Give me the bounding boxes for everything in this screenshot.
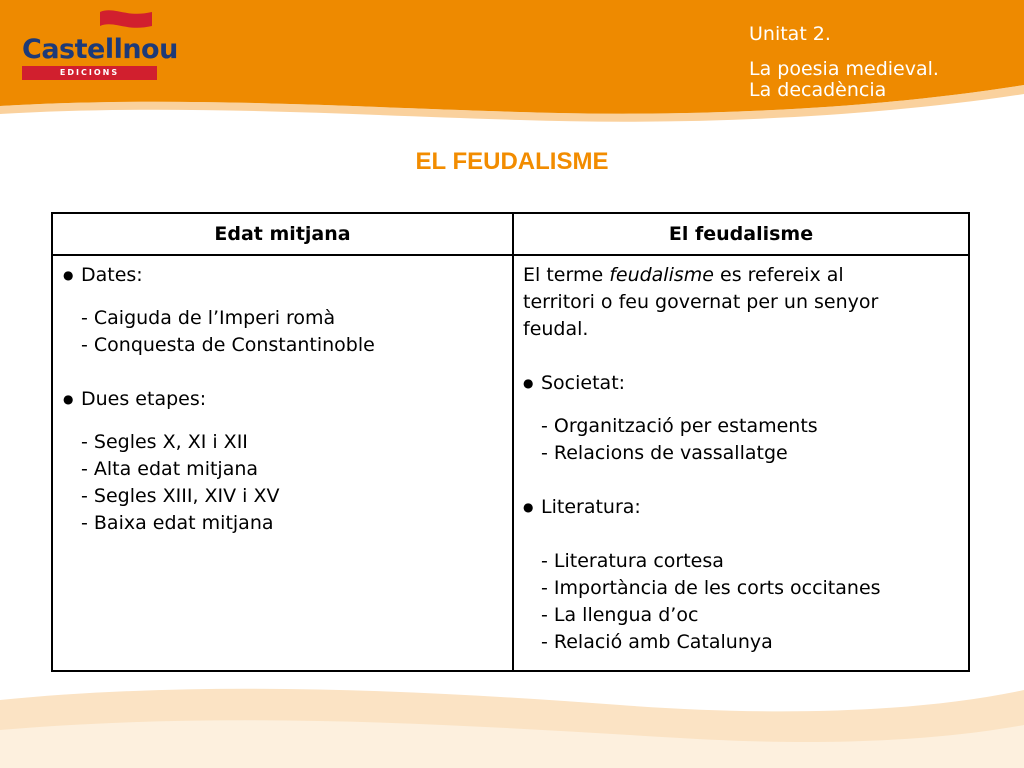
unit-label: Unitat 2.: [749, 23, 831, 45]
unit-subtitle-line1: La poesia medieval.: [749, 58, 939, 80]
intro-paragraph: El terme feudalisme es refereix al territori o feu governat per un senyor feudal.: [523, 264, 879, 340]
list-item-dates: ● Dates:: [63, 262, 503, 289]
footer-wave: [0, 660, 1024, 768]
page-title: EL FEUDALISME: [415, 148, 609, 175]
unit-heading: [749, 24, 939, 101]
list-item-literatura: ● Literatura:: [523, 494, 963, 521]
column-header-feudalisme: El feudalisme: [514, 214, 968, 256]
brand-name: Castellnou: [22, 34, 178, 65]
list-item-societat: ● Societat:: [523, 370, 963, 397]
literatura-sublist: [523, 548, 963, 656]
list-item: - Caiguda de l’Imperi romà: [81, 307, 336, 329]
list-item: - Relacions de vassallatge: [541, 442, 788, 464]
bullet-icon: ●: [523, 500, 534, 514]
list-item: - Baixa edat mitjana: [81, 512, 274, 534]
feudalism-table: [51, 212, 970, 672]
cell-feudalisme: [523, 262, 963, 656]
column-divider: [512, 254, 514, 670]
column-header-edat-mitjana: Edat mitjana: [53, 214, 514, 256]
list-item: - Segles X, XI i XII: [81, 431, 248, 453]
cell-edat-mitjana: [63, 262, 503, 537]
dates-sublist: [63, 305, 503, 359]
list-item-etapes: ● Dues etapes:: [63, 386, 503, 413]
bullet-icon: ●: [523, 376, 534, 390]
bullet-icon: ●: [63, 392, 74, 406]
list-item: - La llengua d’oc: [541, 604, 699, 626]
bullet-icon: ●: [63, 268, 74, 282]
etapes-sublist: [63, 429, 503, 537]
list-item: - Relació amb Catalunya: [541, 631, 773, 653]
list-item: - Conquesta de Constantinoble: [81, 334, 375, 356]
list-item: - Literatura cortesa: [541, 550, 724, 572]
list-item: - Alta edat mitjana: [81, 458, 259, 480]
publisher-logo: [22, 8, 178, 80]
unit-subtitle-line2: La decadència: [749, 79, 887, 101]
list-item: - Segles XIII, XIV i XV: [81, 485, 280, 507]
flag-icon: [96, 8, 156, 34]
list-item: - Importància de les corts occitanes: [541, 577, 881, 599]
brand-sub: EDICIONS: [22, 66, 157, 80]
societat-sublist: [523, 413, 963, 467]
list-item: - Organització per estaments: [541, 415, 818, 437]
